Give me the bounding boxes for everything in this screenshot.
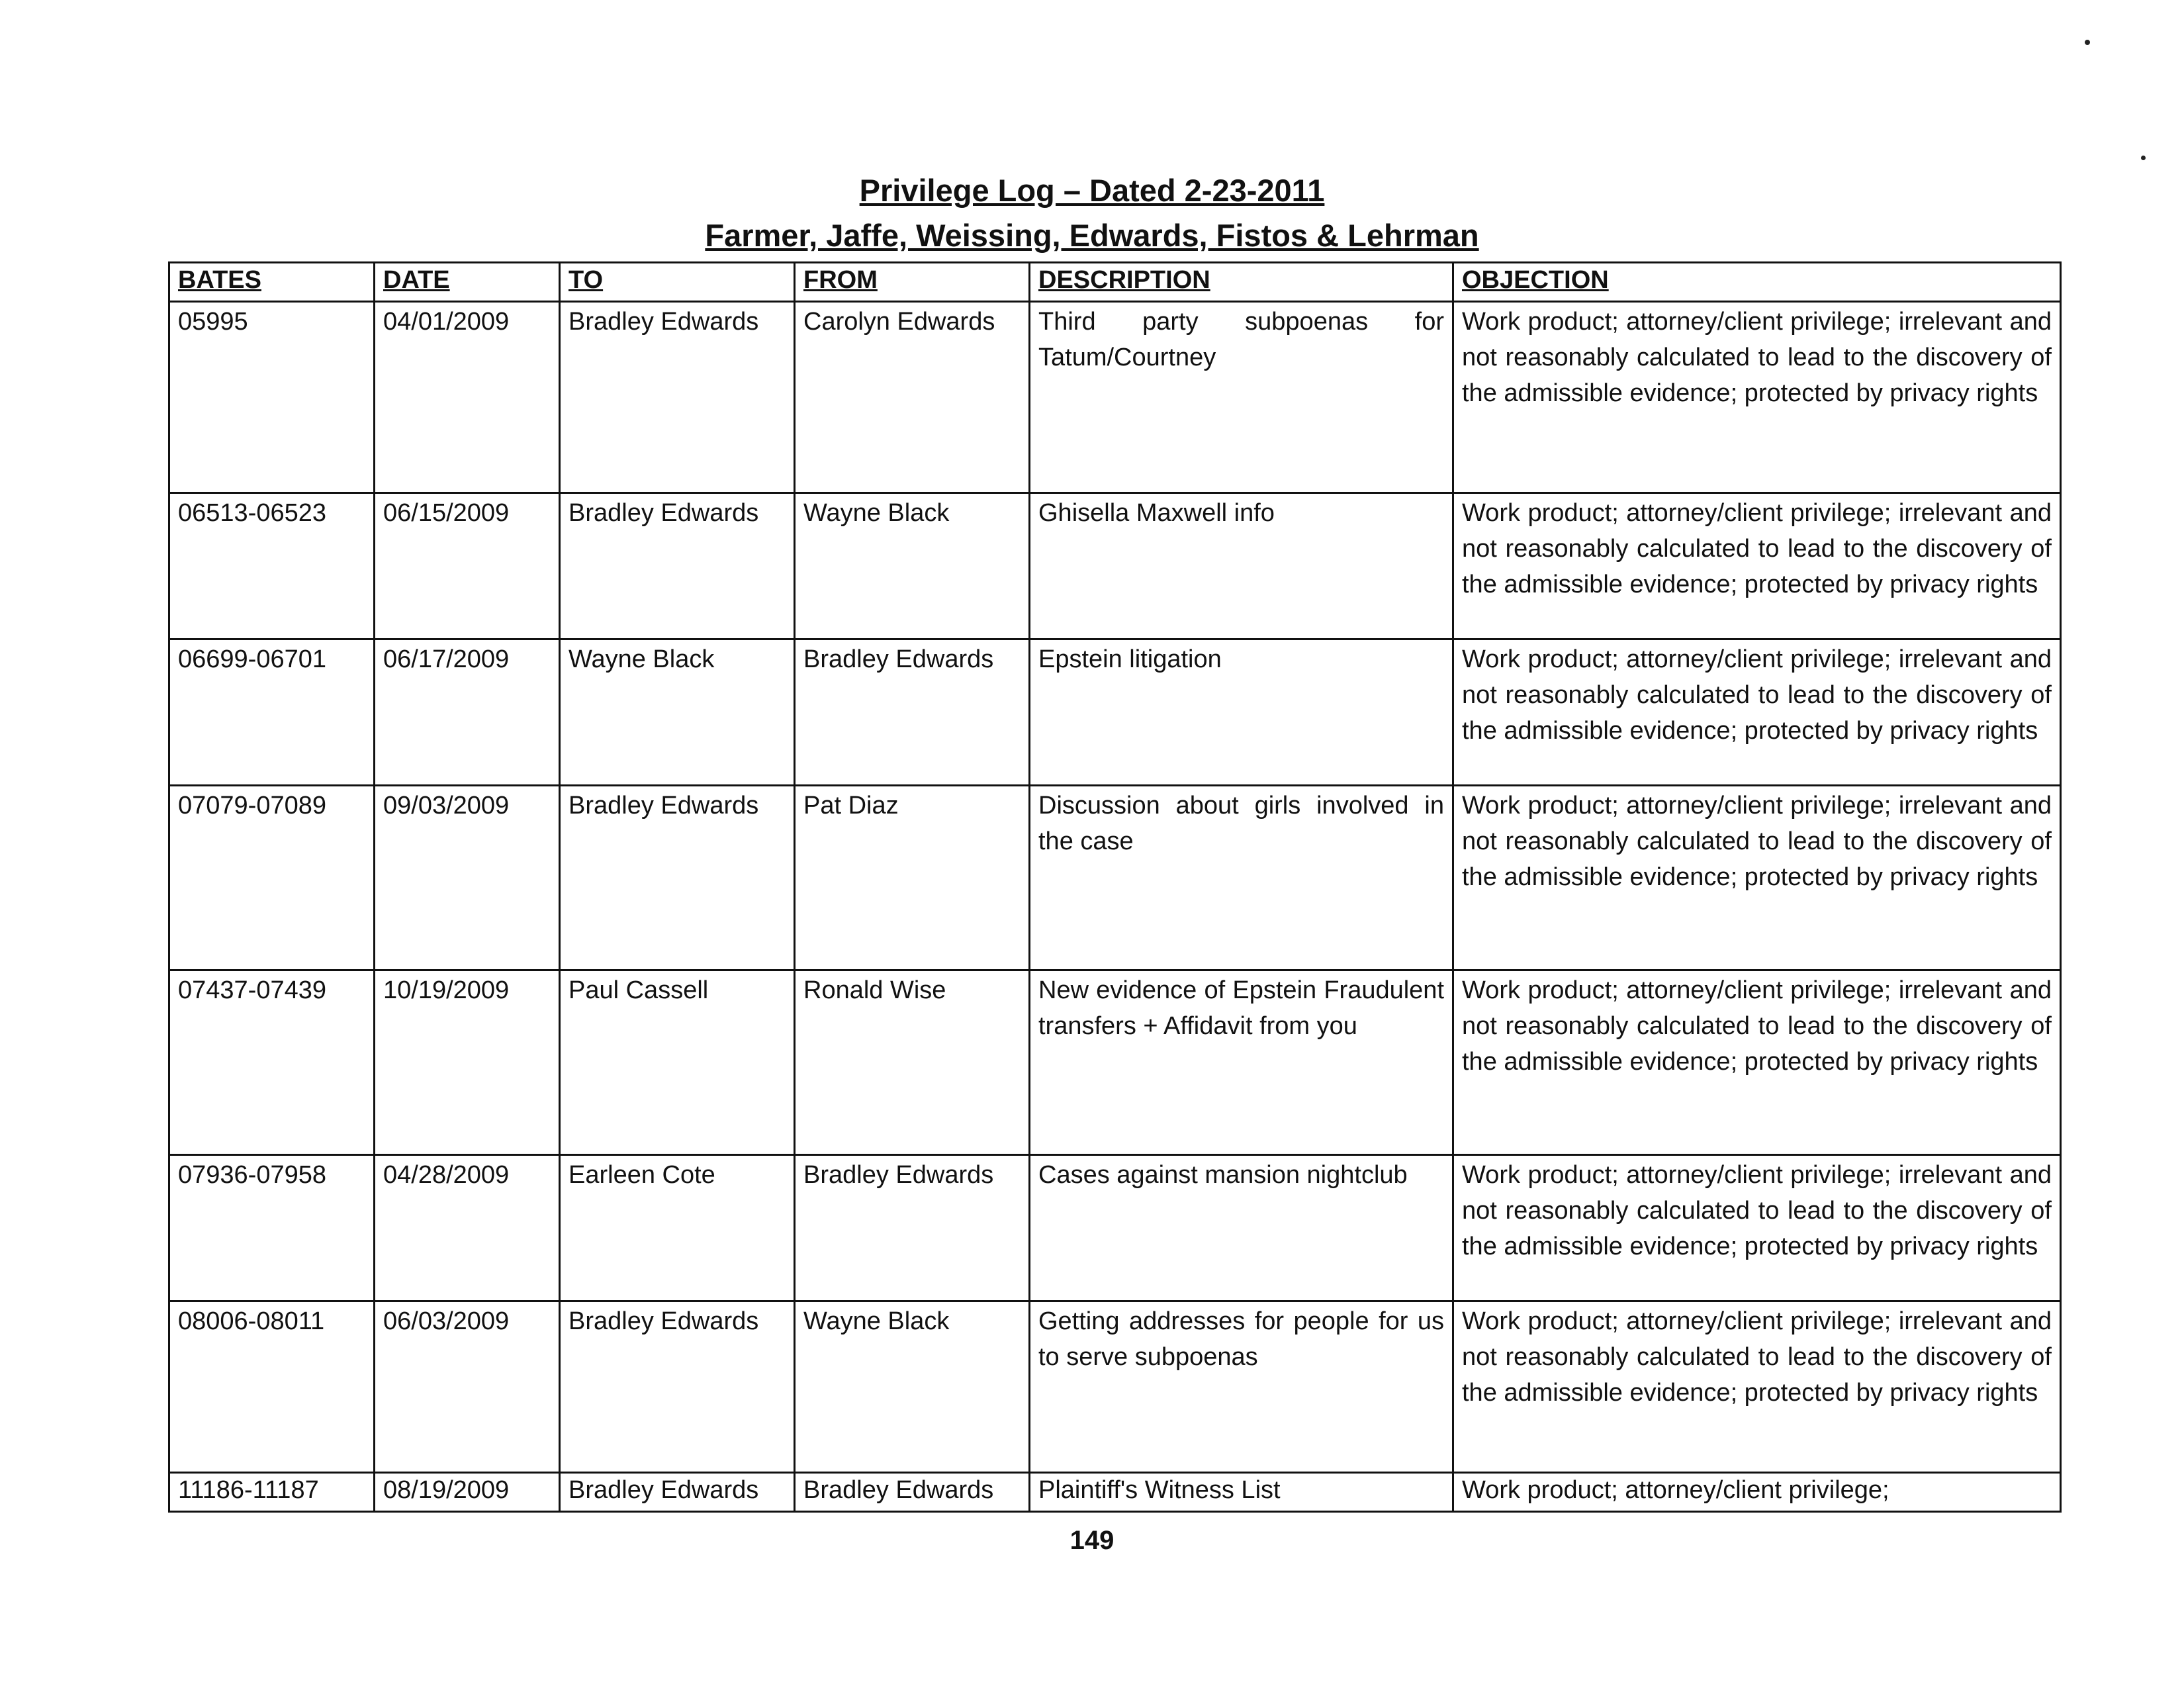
cell-to: Bradley Edwards — [560, 1301, 795, 1473]
cell-bates: 05995 — [169, 302, 375, 493]
table-row — [169, 1301, 2061, 1473]
table-row — [169, 1473, 2061, 1512]
cell-objection: Work product; attorney/client privilege; irrelevant and not reasonably calculated to lead to the discovery of the admissible evidence; protected by privacy rights — [1453, 1301, 2061, 1473]
page-title: Privilege Log – Dated 2-23-2011 — [859, 173, 1325, 208]
cell-to: Bradley Edwards — [560, 1473, 795, 1512]
cell-to: Paul Cassell — [560, 970, 795, 1155]
scan-speck — [2085, 40, 2090, 45]
cell-objection: Work product; attorney/client privilege; irrelevant and not reasonably calculated to lead to the discovery of the admissible evidence; protected by privacy rights — [1453, 970, 2061, 1155]
cell-from: Carolyn Edwards — [795, 302, 1030, 493]
table-row — [169, 493, 2061, 639]
header-to: TO — [560, 263, 795, 302]
header-date: DATE — [375, 263, 560, 302]
cell-description: New evidence of Epstein Fraudulent transfers + Affidavit from you — [1030, 970, 1453, 1155]
cell-date: 06/03/2009 — [375, 1301, 560, 1473]
cell-objection: Work product; attorney/client privilege; — [1453, 1473, 2061, 1512]
cell-to: Earleen Cote — [560, 1155, 795, 1301]
cell-date: 09/03/2009 — [375, 786, 560, 970]
cell-to: Wayne Black — [560, 639, 795, 786]
table-header-row — [169, 263, 2061, 302]
cell-description: Getting addresses for people for us to serve subpoenas — [1030, 1301, 1453, 1473]
cell-objection: Work product; attorney/client privilege; irrelevant and not reasonably calculated to lead to the discovery of the admissible evidence; protected by privacy rights — [1453, 786, 2061, 970]
cell-date: 04/28/2009 — [375, 1155, 560, 1301]
cell-bates: 07079-07089 — [169, 786, 375, 970]
privilege-log-table — [168, 261, 2062, 1513]
cell-objection: Work product; attorney/client privilege; irrelevant and not reasonably calculated to lead to the discovery of the admissible evidence; protected by privacy rights — [1453, 302, 2061, 493]
cell-date: 06/17/2009 — [375, 639, 560, 786]
table-row — [169, 786, 2061, 970]
cell-objection: Work product; attorney/client privilege; irrelevant and not reasonably calculated to lead to the discovery of the admissible evidence; protected by privacy rights — [1453, 639, 2061, 786]
cell-date: 04/01/2009 — [375, 302, 560, 493]
scan-speck — [2141, 156, 2146, 160]
cell-objection: Work product; attorney/client privilege; irrelevant and not reasonably calculated to lead to the discovery of the admissible evidence; protected by privacy rights — [1453, 493, 2061, 639]
page-number: 149 — [1069, 1526, 1115, 1555]
cell-from: Wayne Black — [795, 1301, 1030, 1473]
cell-bates: 06513-06523 — [169, 493, 375, 639]
cell-description: Ghisella Maxwell info — [1030, 493, 1453, 639]
cell-to: Bradley Edwards — [560, 493, 795, 639]
cell-bates: 08006-08011 — [169, 1301, 375, 1473]
header-description: DESCRIPTION — [1030, 263, 1453, 302]
cell-from: Bradley Edwards — [795, 639, 1030, 786]
cell-from: Ronald Wise — [795, 970, 1030, 1155]
cell-from: Bradley Edwards — [795, 1473, 1030, 1512]
cell-description: Plaintiff's Witness List — [1030, 1473, 1453, 1512]
cell-description: Epstein litigation — [1030, 639, 1453, 786]
table-row — [169, 639, 2061, 786]
header-from: FROM — [795, 263, 1030, 302]
cell-date: 10/19/2009 — [375, 970, 560, 1155]
header-bates: BATES — [169, 263, 375, 302]
header-objection: OBJECTION — [1453, 263, 2061, 302]
cell-bates: 07437-07439 — [169, 970, 375, 1155]
cell-from: Bradley Edwards — [795, 1155, 1030, 1301]
cell-bates: 06699-06701 — [169, 639, 375, 786]
cell-bates: 11186-11187 — [169, 1473, 375, 1512]
cell-from: Pat Diaz — [795, 786, 1030, 970]
table-row — [169, 302, 2061, 493]
cell-description: Cases against mansion nightclub — [1030, 1155, 1453, 1301]
page-subtitle: Farmer, Jaffe, Weissing, Edwards, Fistos & Lehrman — [705, 218, 1479, 253]
cell-description: Discussion about girls involved in the case — [1030, 786, 1453, 970]
table-row — [169, 970, 2061, 1155]
cell-date: 06/15/2009 — [375, 493, 560, 639]
cell-from: Wayne Black — [795, 493, 1030, 639]
cell-description: Third party subpoenas for Tatum/Courtney — [1030, 302, 1453, 493]
cell-objection: Work product; attorney/client privilege; irrelevant and not reasonably calculated to lead to the discovery of the admissible evidence; protected by privacy rights — [1453, 1155, 2061, 1301]
cell-date: 08/19/2009 — [375, 1473, 560, 1512]
cell-to: Bradley Edwards — [560, 302, 795, 493]
cell-bates: 07936-07958 — [169, 1155, 375, 1301]
table-row — [169, 1155, 2061, 1301]
cell-to: Bradley Edwards — [560, 786, 795, 970]
